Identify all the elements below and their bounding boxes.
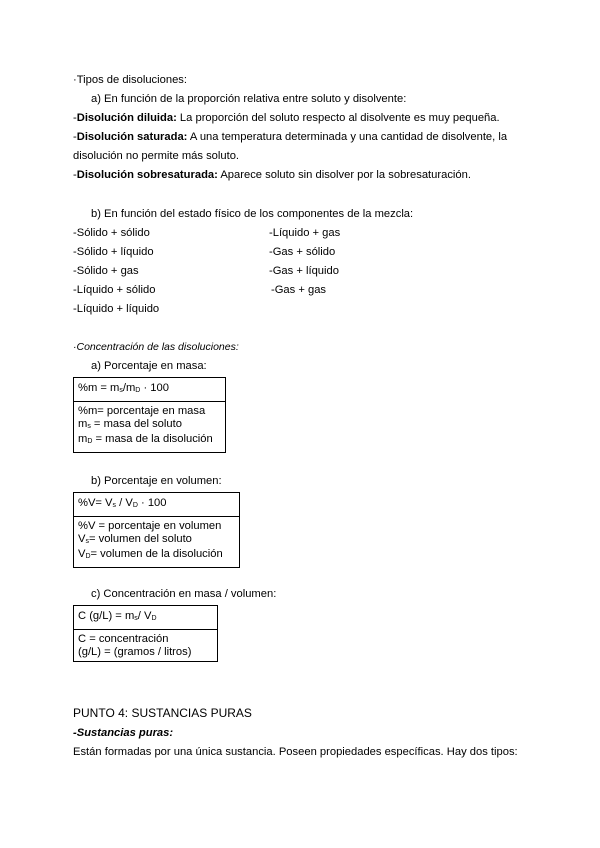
formula-box-masa-volumen <box>73 605 218 662</box>
saturada-label: Disolución saturada: <box>76 131 188 143</box>
formula-masa-volumen: C (g/L) = ms/ VD <box>74 606 217 630</box>
punto-4-heading: PUNTO 4: SUSTANCIAS PURAS <box>73 706 252 720</box>
saturada-line-2: disolución no permite más soluto. <box>73 150 240 162</box>
diluida-text: La proporción del soluto respecto al disolvente es muy pequeña. <box>176 112 500 124</box>
proporcion-heading: a) En función de la proporción relativa entre soluto y disolvente: <box>91 93 407 105</box>
mezcla-item: -Gas + líquido <box>269 265 339 277</box>
mezcla-item: -Sólido + líquido <box>73 246 154 258</box>
mezcla-item: -Sólido + sólido <box>73 227 150 239</box>
mezcla-item: -Gas + sólido <box>269 246 336 258</box>
definiciones-masa-volumen: C = concentración (g/L) = (gramos / litros) <box>78 633 192 658</box>
mezcla-item: -Sólido + gas <box>73 265 139 277</box>
porcentaje-masa-heading: a) Porcentaje en masa: <box>91 360 207 372</box>
diluida-label: Disolución diluida: <box>76 112 177 124</box>
masa-volumen-heading: c) Concentración en masa / volumen: <box>91 588 277 600</box>
sobresaturada-line: -Disolución sobresaturada: Aparece soluto sin disolver por la sobresaturación. <box>73 169 471 181</box>
definiciones-masa: %m= porcentaje en masa ms = masa del soluto mD = masa de la disolución <box>78 405 213 445</box>
formula-masa: %m = ms/mD · 100 <box>74 378 225 402</box>
concentracion-heading: ·Concentración de las disoluciones: <box>73 341 239 353</box>
sustancias-puras-label: -Sustancias puras: <box>73 727 174 739</box>
formula-box-masa <box>73 377 226 453</box>
mezcla-item: -Líquido + líquido <box>73 303 160 315</box>
formula-volumen: %V= Vs / VD · 100 <box>74 493 239 517</box>
saturada-line: -Disolución saturada: A una temperatura determinada y una cantidad de disolvente, la <box>73 131 508 143</box>
formula-box-volumen <box>73 492 240 568</box>
sustancias-puras-text: Están formadas por una única sustancia. Poseen propiedades específicas. Hay dos tipos: <box>73 746 518 758</box>
diluida-line: -Disolución diluida: La proporción del soluto respecto al disolvente es muy pequeña. <box>73 112 500 124</box>
porcentaje-volumen-heading: b) Porcentaje en volumen: <box>91 475 222 487</box>
tipos-heading: ·Tipos de disoluciones: <box>73 74 188 86</box>
estado-fisico-heading: b) En función del estado físico de los componentes de la mezcla: <box>91 208 414 220</box>
definiciones-volumen: %V = porcentaje en volumen Vs= volumen del soluto VD= volumen de la disolución <box>78 520 223 560</box>
saturada-text: A una temperatura determinada y una cantidad de disolvente, la <box>187 131 508 143</box>
sobresaturada-label: Disolución sobresaturada: <box>76 169 218 181</box>
mezcla-item: -Gas + gas <box>271 284 327 296</box>
mezcla-item: -Líquido + sólido <box>73 284 156 296</box>
sobresaturada-text: Aparece soluto sin disolver por la sobresaturación. <box>217 169 471 181</box>
mezcla-item: -Líquido + gas <box>269 227 341 239</box>
